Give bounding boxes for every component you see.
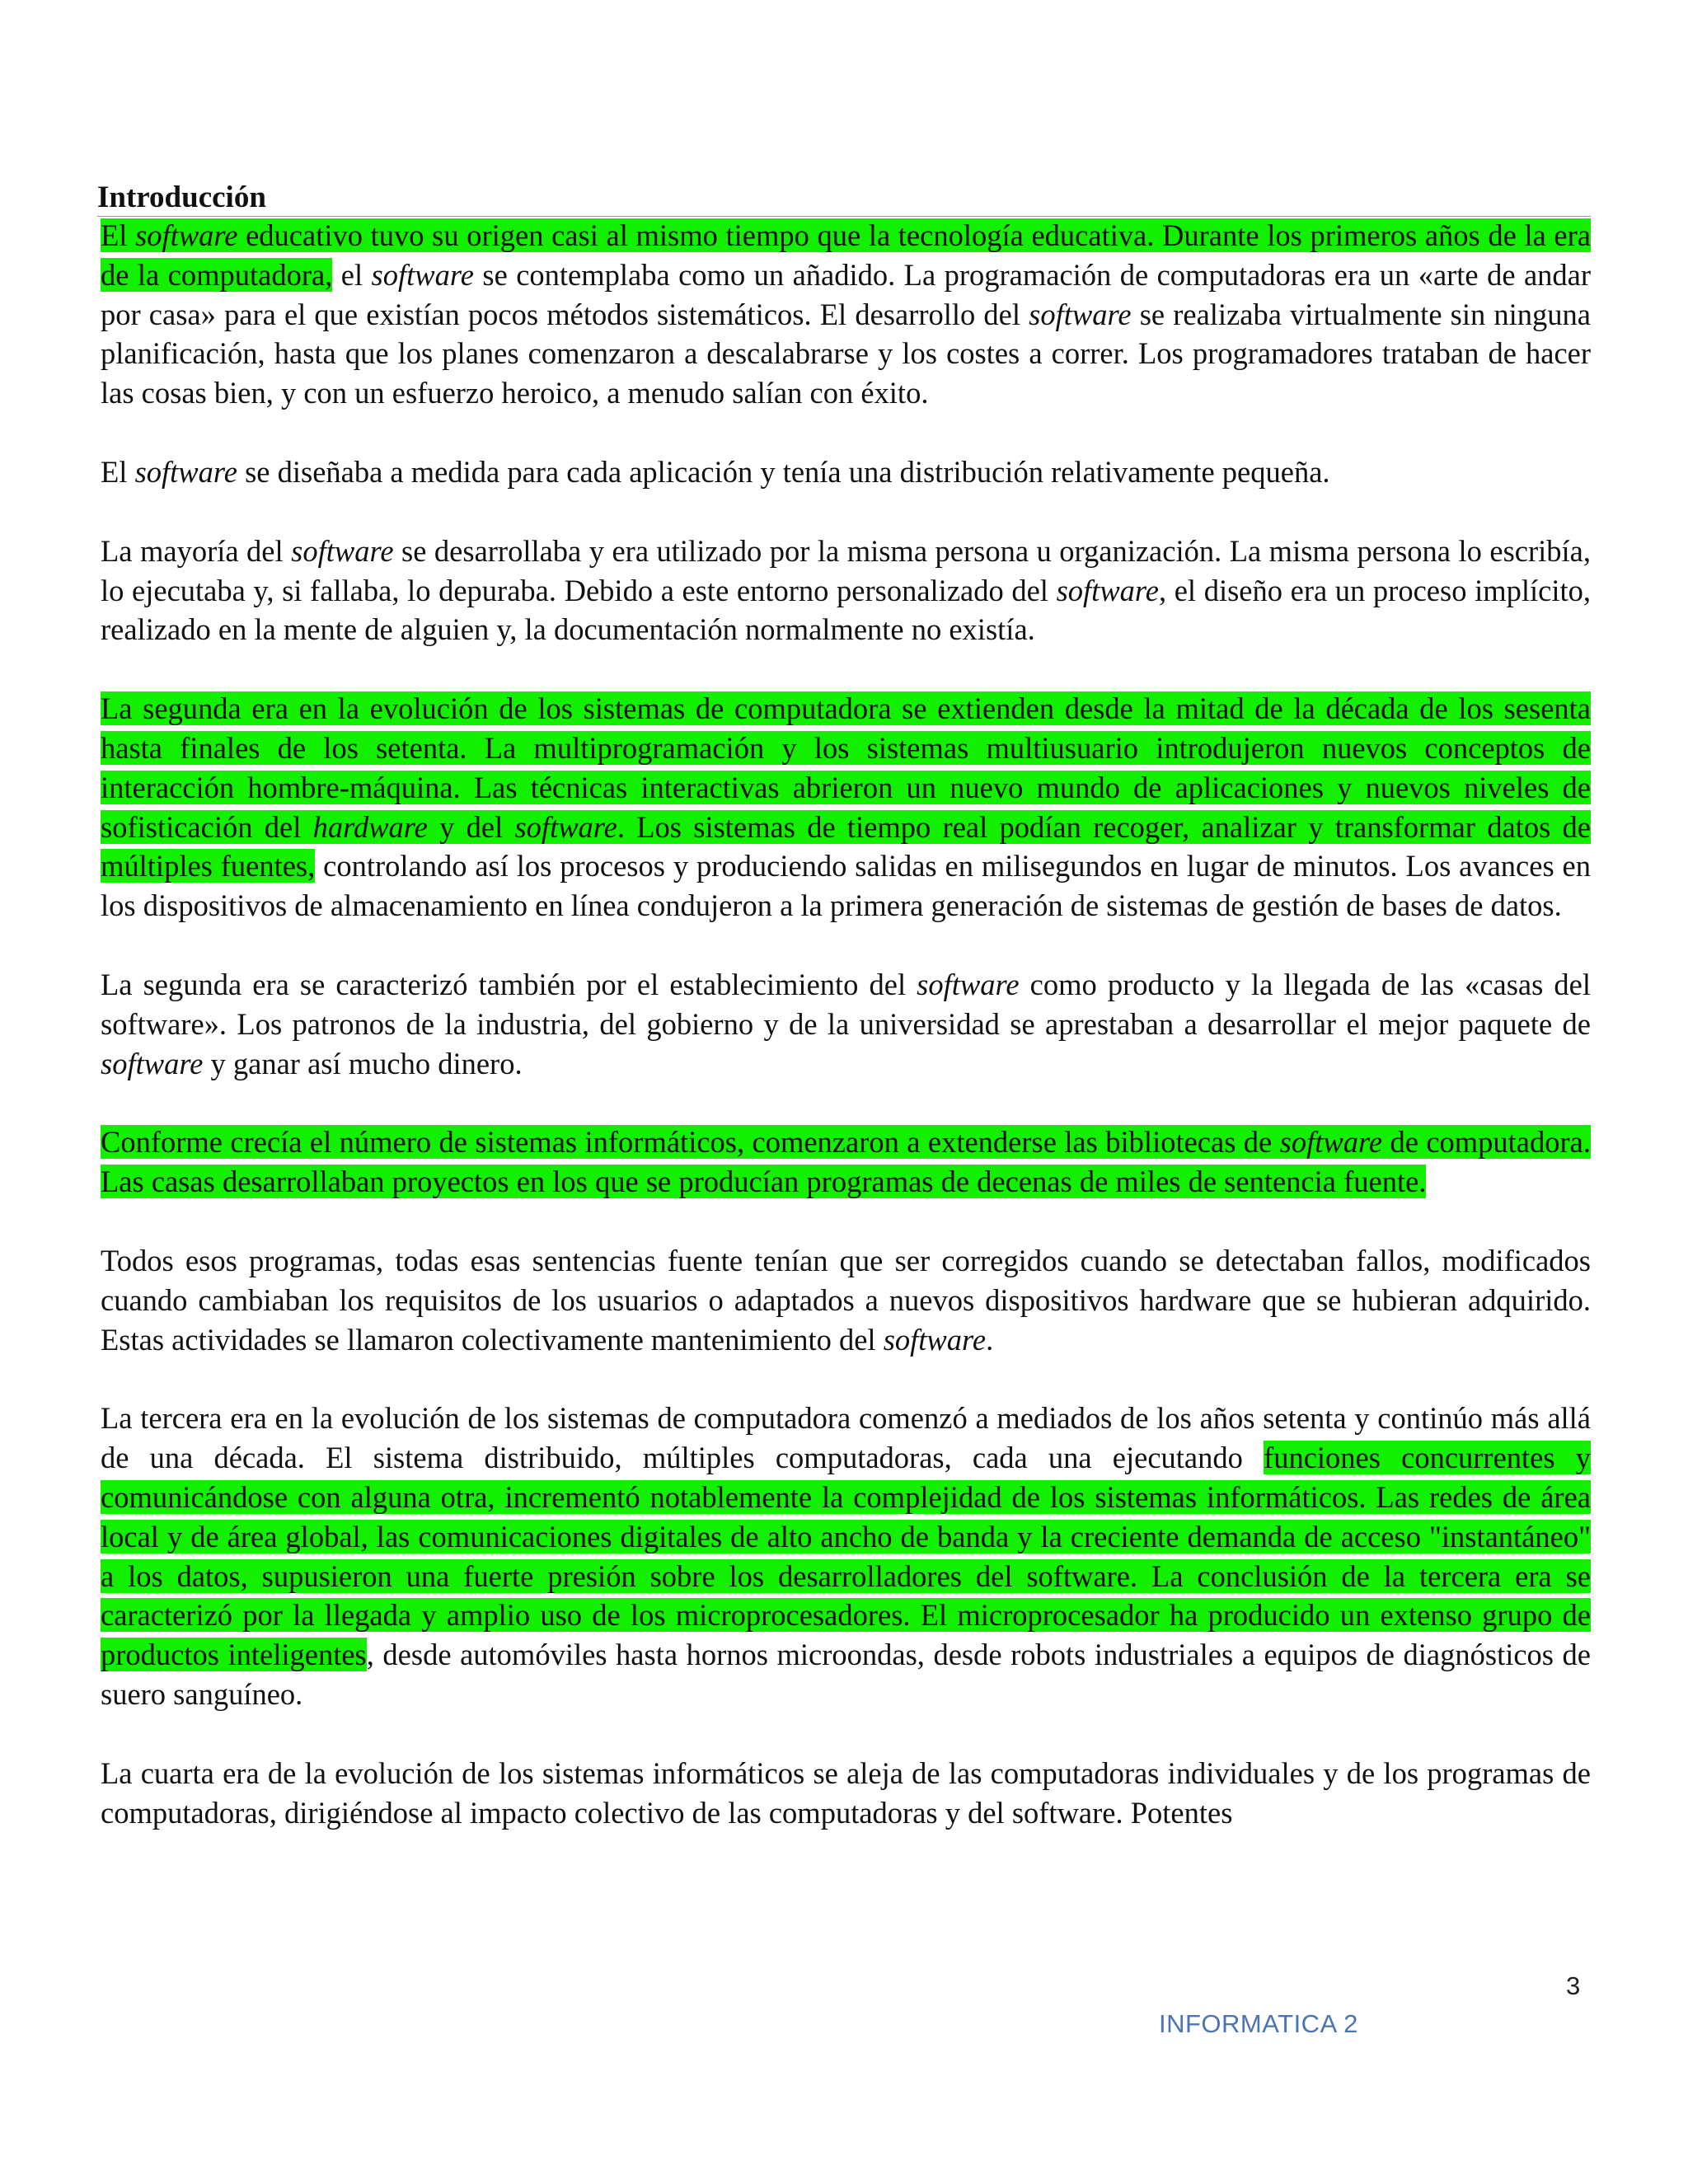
text-run: software bbox=[101, 1046, 204, 1080]
highlighted-text: y del bbox=[427, 809, 515, 844]
highlighted-text: productos inteligentes bbox=[101, 1638, 367, 1672]
section-heading: Introducción bbox=[97, 180, 266, 214]
text-run: software bbox=[1056, 573, 1159, 607]
text-run: , desde automóviles hasta hornos microondas, desde robots industriales a equipos de diagnósticos de suero sanguíneo. bbox=[101, 1638, 1592, 1711]
highlighted-text: de computadora. Las casas desarrollaban proyectos en los que se producían programas de decenas de miles de sentencia fuente. bbox=[101, 1125, 1591, 1199]
highlighted-text: hardware bbox=[312, 809, 428, 844]
text-run: y ganar así mucho dinero. bbox=[203, 1046, 523, 1080]
paragraph-1 bbox=[101, 216, 1591, 413]
text-run: El bbox=[101, 454, 135, 489]
paragraph-2 bbox=[101, 452, 1591, 492]
text-run: software bbox=[134, 454, 237, 489]
page-number: 3 bbox=[1566, 1971, 1581, 2000]
paragraph-4 bbox=[101, 689, 1591, 926]
text-run: se contemplaba como un añadido. La programación de computadoras era un «arte de andar por casa» para el que existían pocos métodos sistemáticos. El desarrollo del bbox=[101, 257, 1592, 331]
text-run: La tercera era en la evolución de los sistemas de computadora comenzó a mediados de los años setenta y continúo más allá de una década. El sistema distribuido, múltiples computadoras, cada una ejecutando bbox=[101, 1401, 1591, 1475]
text-run: se desarrollaba y era utilizado por la misma persona u organización. La misma persona lo escribía, lo ejecutaba y, si fallaba, lo depuraba. Debido a este entorno personalizado del bbox=[101, 533, 1591, 607]
highlighted-text: Conforme crecía el número de sistemas informáticos, comenzaron a extenderse las bibliotecas de bbox=[101, 1125, 1280, 1160]
text-run: La segunda era se caracterizó también por el establecimiento del bbox=[101, 967, 917, 1001]
text-run: La cuarta era de la evolución de los sistemas informáticos se aleja de las computadoras individuales y de los programas de computadoras, dirigiéndose al impacto colectivo de las computadoras y del software. Potentes bbox=[101, 1755, 1591, 1830]
text-run: software bbox=[917, 967, 1020, 1001]
text-run: se realizaba virtualmente sin ninguna planificación, hasta que los planes comenzaron a descalabrarse y los costes a correr. Los programadores trataban de hacer las cosas bien, y con un esfuerzo heroico, a menudo salían con éxito. bbox=[101, 297, 1591, 410]
text-run: Todos esos programas, todas esas sentencias fuente tenían que ser corregidos cuando se detectaban fallos, modificados cuando cambiaban los requisitos de los usuarios o adaptados a nuevos dispositivos hardware que se hubieran adquirido. Estas actividades se llamaron colectivamente mantenimiento del bbox=[101, 1243, 1591, 1357]
paragraph-6 bbox=[101, 1122, 1591, 1202]
text-run: . bbox=[986, 1322, 994, 1357]
highlighted-text: educativo tuvo su origen casi al mismo tiempo que la tecnología educativa. Durante los primeros años de la era de la computadora, bbox=[101, 218, 1591, 292]
highlighted-text: funciones concurrentes y comunicándose con alguna otra, incrementó notablemente la complejidad de los sistemas informáticos. Las redes de área local y de área global, las comunicaciones digitales de alto ancho de banda y la creciente demanda de acceso "instantáneo" a los datos, supusieron una fuerte presión sobre los desarrolladores del software. La conclusión de la tercera era se caracterizó por la llegada y amplio uso de los microprocesadores. El microprocesador ha producido un extenso grupo de bbox=[101, 1441, 1591, 1633]
paragraph-3 bbox=[101, 532, 1591, 649]
text-run: software bbox=[1029, 297, 1132, 331]
text-run: software bbox=[291, 533, 394, 568]
paragraph-7 bbox=[101, 1241, 1591, 1359]
paragraph-5 bbox=[101, 965, 1591, 1083]
highlighted-text: software bbox=[514, 809, 617, 844]
highlighted-text: software bbox=[135, 218, 238, 252]
footer-label: INFORMATICA 2 bbox=[1159, 2009, 1358, 2038]
paragraph-9 bbox=[101, 1754, 1591, 1833]
highlighted-text: La segunda era en la evolución de los sistemas de computadora se extienden desde la mitad de la década de los sesenta hasta finales de los setenta. La multiprogramación y los sistemas multiusuario introdujeron nuevos conceptos de interacción hombre-máquina. Las técnicas interactivas abrieron un nuevo mundo de aplicaciones y nuevos niveles de sofisticación del bbox=[101, 691, 1591, 844]
text-run: software bbox=[371, 257, 474, 292]
text-run: La mayoría del bbox=[101, 533, 292, 568]
highlighted-text: software bbox=[1279, 1125, 1383, 1160]
text-run: como producto y la llegada de las «casas del software». Los patronos de la industria, del gobierno y de la universidad se aprestaban a desarrollar el mejor paquete de bbox=[101, 967, 1591, 1041]
highlighted-text: El bbox=[101, 218, 136, 252]
text-run: el bbox=[332, 257, 372, 292]
text-run: , el diseño era un proceso implícito, realizado en la mente de alguien y, la documentación normalmente no existía. bbox=[101, 573, 1591, 647]
text-run: se diseñaba a medida para cada aplicación y tenía una distribución relativamente pequeña. bbox=[237, 454, 1330, 489]
document-body bbox=[101, 216, 1591, 1872]
highlighted-text: . Los sistemas de tiempo real podían recoger, analizar y transformar datos de múltiples fuentes, bbox=[101, 809, 1591, 883]
text-run: controlando así los procesos y produciendo salidas en milisegundos en lugar de minutos. Los avances en los dispositivos de almacenamiento en línea condujeron a la primera generación de sistemas de gestión de bases de datos. bbox=[101, 849, 1591, 923]
text-run: software bbox=[883, 1322, 987, 1357]
paragraph-8 bbox=[101, 1399, 1591, 1713]
